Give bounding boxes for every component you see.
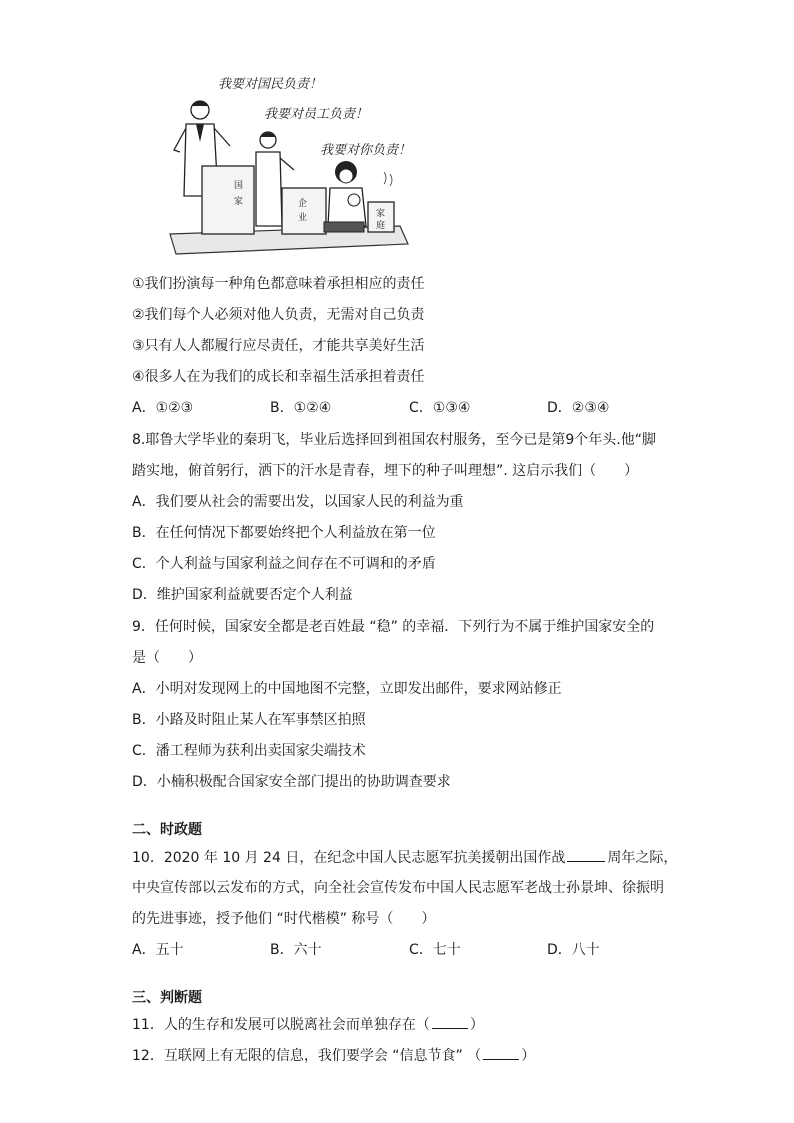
q10-stem-line-1-pre: 10．2020 年 10 月 24 日，在纪念中国人民志愿军抗美援朝出国作战 (132, 850, 566, 866)
q12-stem-post: ） (521, 1048, 536, 1064)
q11-stem (132, 1014, 484, 1035)
q10-stem-line-1-post: 周年之际， (607, 850, 678, 866)
q8-stem-line-2: 踏实地，俯首躬行，洒下的汗水是青春，埋下的种子叫理想”. 这启示我们（ ） (132, 463, 639, 479)
q12-stem (132, 1045, 535, 1066)
q8-option-a[interactable]: A．我们要从社会的需要出发，以国家人民的利益为重 (132, 494, 464, 510)
q7-statement-4: ④很多人在为我们的成长和幸福生活承担着责任 (132, 369, 425, 385)
figure-mother-with-baby (324, 161, 366, 232)
q10-stem-line-1 (132, 847, 677, 868)
q12-stem-pre: 12．互联网上有无限的信息，我们要学会 “信息节食” （ (132, 1048, 482, 1064)
q8-option-c[interactable]: C．个人利益与国家利益之间存在不可调和的矛盾 (132, 556, 436, 572)
q8-stem-line-1: 8.耶鲁大学毕业的秦玥飞，毕业后选择回到祖国农村服务，至今已是第9个年头.他“脚 (132, 432, 656, 448)
q11-stem-post: ） (469, 1017, 484, 1033)
q10-option-b[interactable]: B．六十 (270, 942, 322, 958)
q7-option-a[interactable]: A．①②③ (132, 400, 194, 416)
q7-option-d[interactable]: D．②③④ (547, 400, 610, 416)
q7-statement-3: ③只有人人都履行应尽责任，才能共享美好生活 (132, 338, 425, 354)
q11-stem-pre: 11．人的生存和发展可以脱离社会而单独存在（ (132, 1017, 430, 1033)
q8-option-d[interactable]: D．维护国家利益就要否定个人利益 (132, 587, 353, 603)
box-company (282, 188, 326, 234)
q7-statement-1: ①我们扮演每一种角色都意味着承担相应的责任 (132, 276, 425, 292)
q7-option-b[interactable]: B．①②④ (270, 400, 332, 416)
q7-option-c[interactable]: C．①③④ (409, 400, 471, 416)
speech-nation: 我要对国民负责！ (218, 77, 323, 92)
box-nation-char-1: 国 (234, 181, 244, 191)
q9-option-b[interactable]: B．小路及时阻止某人在军事禁区拍照 (132, 712, 366, 728)
q10-option-c[interactable]: C．七十 (409, 942, 461, 958)
q10-stem-line-3: 的先进事迹，授予他们 “时代楷模” 称号（ ） (132, 911, 436, 927)
steam-icon (384, 172, 392, 186)
q11-answer-blank[interactable] (432, 1014, 468, 1029)
q9-stem-line-2: 是（ ） (132, 650, 202, 666)
speech-family: 我要对你负责！ (320, 143, 412, 158)
q10-stem-line-2: 中央宣传部以云发布的方式，向全社会宣传发布中国人民志愿军老战士孙景坤、徐振明 (132, 880, 664, 896)
q12-answer-blank[interactable] (483, 1045, 519, 1060)
q10-option-a[interactable]: A．五十 (132, 942, 184, 958)
q10-answer-blank[interactable] (567, 847, 605, 862)
box-company-char-1: 企 (298, 199, 308, 209)
q7-statement-2: ②我们每个人必须对他人负责，无需对自己负责 (132, 307, 425, 323)
speech-company: 我要对员工负责！ (264, 107, 369, 122)
q10-option-d[interactable]: D．八十 (547, 942, 600, 958)
section-2-heading: 二、时政题 (132, 822, 202, 838)
q8-option-b[interactable]: B．在任何情况下都要始终把个人利益放在第一位 (132, 525, 436, 541)
box-company-char-2: 业 (298, 213, 308, 223)
q9-option-d[interactable]: D．小楠积极配合国家安全部门提出的协助调查要求 (132, 774, 451, 790)
box-nation (202, 166, 254, 234)
section-3-heading: 三、判断题 (132, 990, 202, 1006)
q9-stem-line-1: 9．任何时候，国家安全都是老百姓最 “稳” 的幸福．下列行为不属于维护国家安全的 (132, 619, 655, 635)
q9-option-c[interactable]: C．潘工程师为获利出卖国家尖端技术 (132, 743, 366, 759)
responsibility-cartoon (140, 66, 440, 266)
box-family-char-1: 家 (376, 209, 386, 219)
box-nation-char-2: 家 (234, 197, 244, 207)
box-family-char-2: 庭 (376, 221, 386, 231)
q9-option-a[interactable]: A．小明对发现网上的中国地图不完整，立即发出邮件，要求网站修正 (132, 681, 562, 697)
